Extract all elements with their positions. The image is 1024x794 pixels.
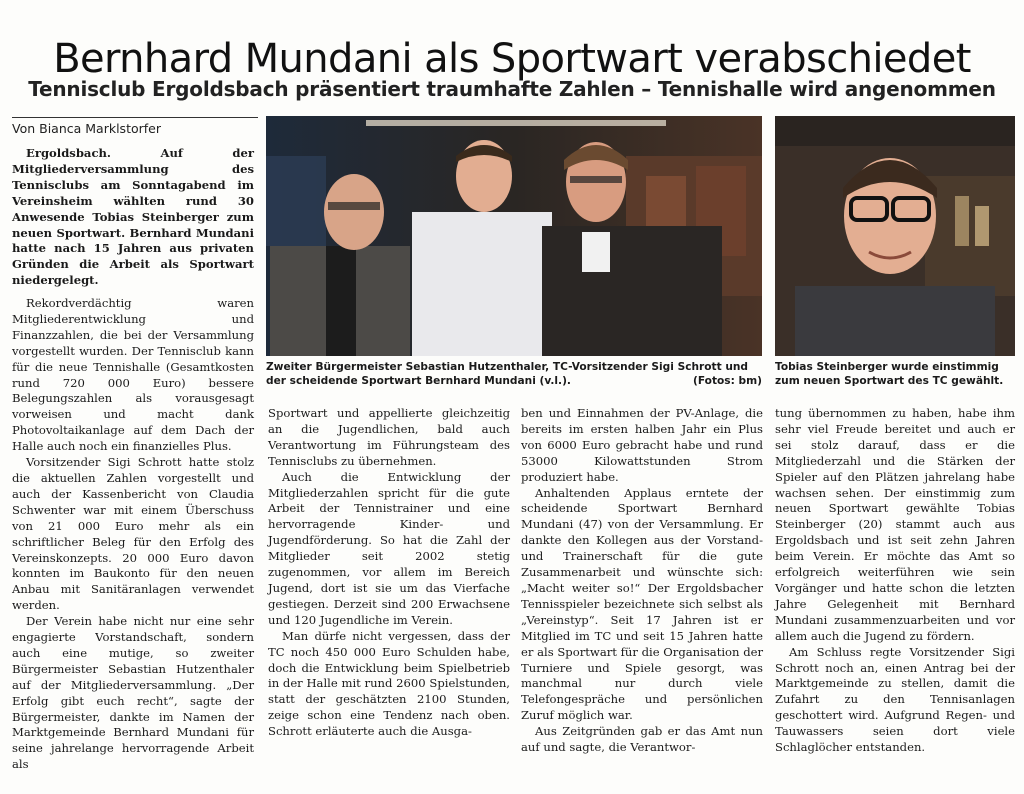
subheadline: Tennisclub Ergoldsbach präsentiert traumhafte Zahlen – Tennishalle wird angenommen <box>28 77 996 101</box>
photo-tobias-caption: Tobias Steinberger wurde einstimmig zum neuen Sportwart des TC gewählt. <box>775 361 1004 387</box>
col2-paragraph-1: Sportwart und appellierte gleichzeitig an die Jugendlichen, bald auch Verantwortung im Führungsteam des Tennisclubs zu übernehmen. <box>268 406 510 468</box>
photo-three-men-caption <box>266 360 762 388</box>
photo-three-men <box>266 116 762 356</box>
col3-paragraph-1: ben und Einnahmen der PV-Anlage, die bereits im ersten halben Jahr ein Plus von 6000 Euro gebracht habe und rund 53000 Kilowattstunden Strom produziert habe. <box>521 406 763 484</box>
lead-paragraph: Ergoldsbach. Auf der Mitgliederversammlung des Tennisclubs am Sonntagabend im Vereinsheim wählten rund 30 Anwesende Tobias Steinberger zum neuen Sportwart. Bernhard Mundani hatte nach 15 Jahren aus privaten Gründen die Arbeit als Sportwart niedergelegt. <box>12 146 254 288</box>
photo-three-men-image <box>266 116 762 356</box>
col3-paragraph-3: Aus Zeitgründen gab er das Amt nun auf und sagte, die Verantwor- <box>521 724 763 755</box>
headline: Bernhard Mundani als Sportwart verabschiedet <box>53 35 971 82</box>
col1-paragraph-3: Der Verein habe nicht nur eine sehr engagierte Vorstandschaft, sondern auch eine mutige, so zweiter Bürgermeister Sebastian Hutzenthaler auf der Mitgliederversammlung. „Der Erfolg gibt euch recht“, sagte der Bürgermeister, dankte im Namen der Marktgemeinde Bernhard Mundani für seine jahrelange hervorragende Arbeit als <box>12 614 254 772</box>
column-4 <box>775 406 1015 756</box>
photo-tobias-steinberger <box>775 116 1015 356</box>
col2-paragraph-3: Man dürfe nicht vergessen, dass der TC noch 450 000 Euro Schulden habe, doch die Entwicklung beim Spielbetrieb in der Halle mit rund 2600 Spielstunden, statt der geschätzten 2100 Stunden, zeige schon eine Tendenz nach oben. Schrott erläuterte auch die Ausga- <box>268 628 510 739</box>
col3-paragraph-2: Anhaltenden Applaus erntete der scheidende Sportwart Bernhard Mundani (47) von der Versammlung. Er dankte den Kollegen aus der Vorstand- und Trainerschaft für die gute Zusammenarbeit und wünschte sich: „Macht weiter so!“ Der Ergoldsbacher Tennisspieler bezeichnete sich selbst als „Vereinstyp“. Seit 17 Jahren ist er Mitglied im TC und seit 15 Jahren hatte er als Sportwart für die Organisation der Turniere und Spiele gesorgt, was manchmal nur durch viele Telefongespräche und persönlichen Zuruf möglich war. <box>521 485 764 723</box>
column-3 <box>521 406 763 756</box>
photo-tobias-steinberger-image <box>775 116 1015 356</box>
column-1 <box>12 296 254 773</box>
photo-three-men-caption-text: Zweiter Bürgermeister Sebastian Hutzenthaler, TC-Vorsitzender Sigi Schrott und der scheidende Sportwart Bernhard Mundani (v.l.). <box>266 361 749 387</box>
col4-paragraph-2: Am Schluss regte Vorsitzender Sigi Schrott noch an, einen Antrag bei der Marktgemeinde zu stellen, damit die Zufahrt zu den Tennisanlagen geschottert wird. Aufgrund Regen- und Tauwassers seien dort viele Schlaglöcher entstanden. <box>775 644 1015 755</box>
col1-paragraph-2: Vorsitzender Sigi Schrott hatte stolz die aktuellen Zahlen vorgestellt und auch der Kassenbericht von Claudia Schwenter war mit einem Überschuss von 21 000 Euro mehr als ein schriftlicher Beleg für den Erfolg des Vereinskonzepts. 20 000 Euro davon konnten im Baukonto für den neuen Anbau mit Sanitäranlagen verwendet werden. <box>12 455 254 613</box>
photo-credit: (Fotos: bm) <box>693 375 762 387</box>
col1-paragraph-1: Rekordverdächtig waren Mitgliederentwicklung und Finanzzahlen, die bei der Versammlung vorgestellt wurden. Der Tennisclub kann für die neue Tennishalle (Gesamtkosten rund 720 000 Euro) bessere Belegungszahlen als vorausgesagt vorweisen und macht dank Photovoltaikanlage auf dem Dach der Halle auch noch ein finanzielles Plus. <box>12 296 254 454</box>
column-2 <box>268 406 510 740</box>
col4-paragraph-1: tung übernommen zu haben, habe ihm sehr viel Freude bereitet und auch er sei stolz darauf, dass er die Mitgliederzahl und die Stärken der Spieler auf den Plätzen jahrelang habe wachsen sehen. Der einstimmig zum neuen Sportwart gewählte Tobias Steinberger (20) stammt auch aus Ergoldsbach und ist seit zehn Jahren beim Verein. Er möchte das Amt so erfolgreich weiterführen wie sein Vorgänger und hatte schon die letzten Jahre Gelegenheit mit Bernhard Mundani zusammenzuarbeiten und vor allem auch die Jugend zu fördern. <box>775 406 1015 643</box>
byline: Von Bianca Marklstorfer <box>12 117 258 136</box>
col2-paragraph-2: Auch die Entwicklung der Mitgliederzahlen spricht für die gute Arbeit der Tennistrainer und eine hervorragende Kinder- und Jugendförderung. So hat die Zahl der Mitglieder seit 2002 stetig zugenommen, vor allem im Bereich Jugend, dort ist sie um das Vierfache gestiegen. Derzeit sind 200 Erwachsene und 120 Jugendliche im Verein. <box>268 469 510 627</box>
